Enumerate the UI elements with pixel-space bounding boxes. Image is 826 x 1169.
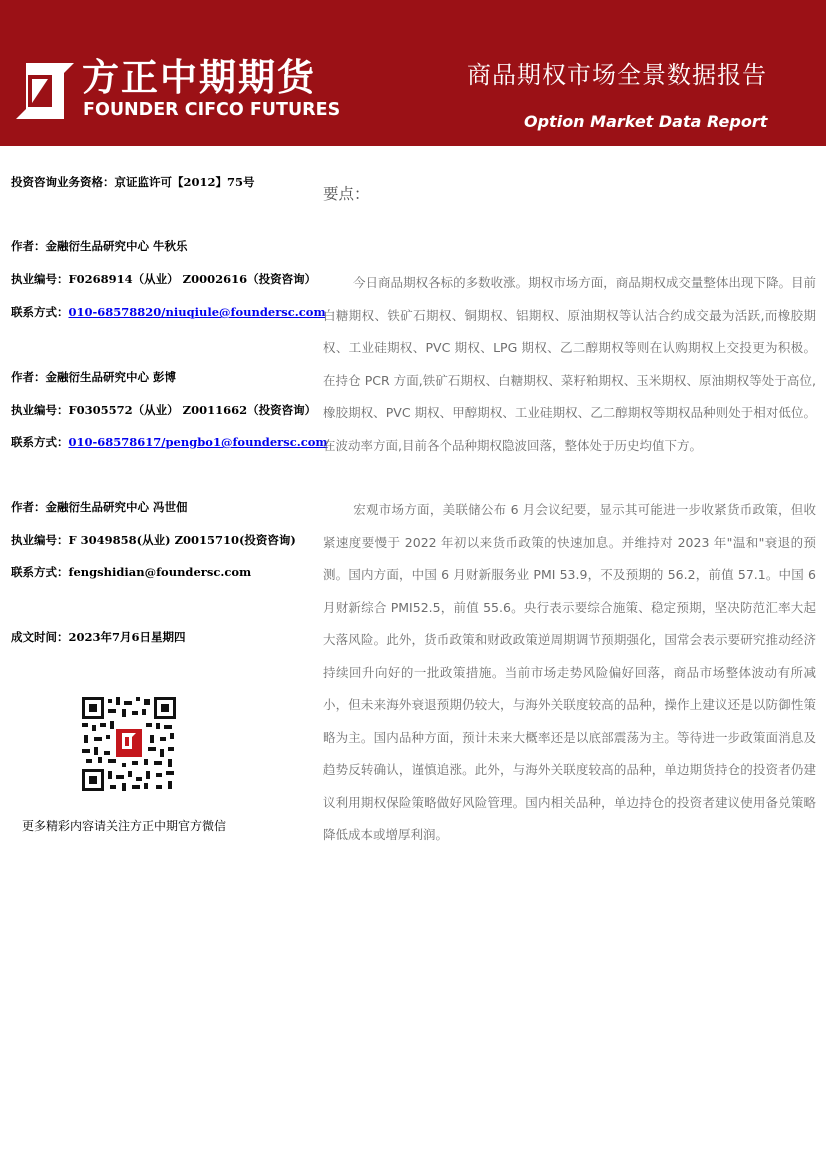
logo-english-name: FOUNDER CIFCO FUTURES	[83, 100, 341, 120]
license-line: 执业编号：F 3049858(从业) Z0015710(投资咨询)	[11, 533, 296, 547]
author-line: 作者：金融衍生品研究中心 牛秋乐	[11, 239, 188, 253]
summary-heading: 要点：	[323, 185, 370, 203]
contact-label: 联系方式：	[11, 565, 69, 579]
paragraph-text: 宏观市场方面，美联储公布 6 月会议纪要，显示其可能进一步收紧货币政策，但收紧速度要慢于 2022 年初以来货币政策的快速加息。并维持对 2023 年"温和"衰退的预测。国内方面，中国 6 月财新服务业 PMI 53.9，不及预期的 56.2，前值 57.1。中国 6 月财新综合 PMI52.5，前值 55.6。央行表示要综合施策、稳定预期，坚决防范汇率大起大落风险。此外，货币政策和财政政策逆周期调节预期强化，国常会表示要研究推动经济持续回升向好的一批政策措施。当前市场走势风险偏好回落，商品市场整体波动有所减小，但未来海外衰退预期仍较大，与海外关联度较高的品种，操作上建议还是以防御性策略为主。国内品种方面，预计未来大概率还是以底部震荡为主。等待进一步政策面消息及趋势反转确认，谨慎追涨。此外，与海外关联度较高的品种，单边期货持仓的投资者仍建议利用期权保险策略做好风险管理。国内相关品种，单边持仓的投资者建议使用备兑策略降低成本或增厚利润。	[323, 502, 816, 842]
founder-logo-icon	[16, 63, 74, 119]
contact-line	[11, 304, 326, 320]
contact-line	[11, 564, 251, 580]
summary-paragraph	[323, 267, 816, 462]
author-line: 作者：金融衍生品研究中心 彭博	[11, 370, 177, 384]
contact-line	[11, 434, 328, 450]
author-line: 作者：金融衍生品研究中心 冯世佃	[11, 500, 188, 514]
report-header	[0, 0, 826, 146]
license-line: 执业编号：F0268914（从业） Z0002616（投资咨询）	[11, 272, 317, 286]
qr-caption: 更多精彩内容请关注方正中期官方微信	[22, 819, 227, 833]
paragraph-text: 今日商品期权各标的多数收涨。期权市场方面，商品期权成交量整体出现下降。目前白糖期权、铁矿石期权、铜期权、铝期权、原油期权等认沽合约成交最为活跃,而橡胶期权、工业硅期权、PVC 期权、LPG 期权、乙二醇期权等则在认购期权上交投更为积极。在持仓 PCR 方面,铁矿石期权、白糖期权、菜籽粕期权、玉米期权、原油期权等处于高位,橡胶期权、PVC 期权、甲醇期权、工业硅期权、乙二醇期权等期权品种则处于相对低位。在波动率方面,目前各个品种期权隐波回落，整体处于历史均值下方。	[323, 275, 816, 453]
qr-code-icon	[82, 697, 176, 791]
license-line: 执业编号：F0305572（从业） Z0011662（投资咨询）	[11, 403, 317, 417]
report-title: 商品期权市场全景数据报告	[467, 61, 767, 89]
macro-paragraph	[323, 494, 816, 852]
date-line: 成文时间：2023年7月6日星期四	[11, 630, 186, 644]
contact-email: fengshidian@foundersc.com	[68, 565, 252, 579]
contact-link[interactable]: 010-68578820/niuqiule@foundersc.com	[68, 305, 326, 319]
report-subtitle: Option Market Data Report	[524, 112, 768, 131]
contact-link[interactable]: 010-68578617/pengbo1@foundersc.com	[68, 435, 328, 449]
contact-label: 联系方式：	[11, 305, 69, 319]
qualification-line: 投资咨询业务资格：京证监许可【2012】75号	[11, 175, 255, 189]
contact-label: 联系方式：	[11, 435, 69, 449]
logo-chinese-name: 方正中期期货	[82, 56, 316, 99]
